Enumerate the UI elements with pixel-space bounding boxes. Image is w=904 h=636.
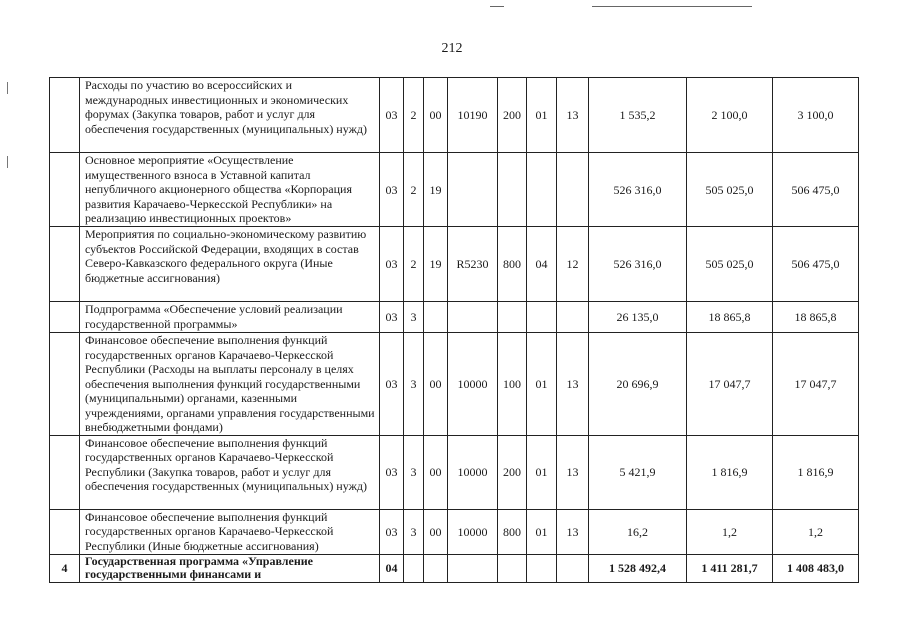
row-number	[50, 302, 80, 333]
amount-year-1: 1 535,2	[589, 78, 687, 153]
code-subsection: 13	[557, 333, 589, 436]
code-ministry: 03	[380, 509, 404, 554]
code-expense-type: 800	[498, 509, 527, 554]
amount-year-1: 26 135,0	[589, 302, 687, 333]
code-subsection	[557, 302, 589, 333]
code-ministry: 03	[380, 227, 404, 302]
code-section: 01	[527, 333, 557, 436]
code-subsection: 13	[557, 509, 589, 554]
row-number: 4	[50, 554, 80, 582]
table-row	[50, 435, 859, 509]
expense-name: Финансовое обеспечение выполнения функций государственных органов Карачаево-Черкесской Республики (Закупка товаров, работ и услуг для обеспечения государственных (муниципальных) нужд)	[80, 435, 380, 509]
amount-year-3: 1 408 483,0	[773, 554, 859, 582]
code-ministry: 03	[380, 78, 404, 153]
code-section	[527, 302, 557, 333]
code-event: 19	[424, 227, 448, 302]
amount-year-2: 1 816,9	[687, 435, 773, 509]
amount-year-3: 17 047,7	[773, 333, 859, 436]
code-ministry: 04	[380, 554, 404, 582]
code-event: 00	[424, 333, 448, 436]
table-row	[50, 153, 859, 227]
code-event: 00	[424, 78, 448, 153]
budget-table	[49, 77, 859, 583]
code-subprogram: 3	[404, 333, 424, 436]
code-section	[527, 554, 557, 582]
amount-year-2: 505 025,0	[687, 227, 773, 302]
code-expense-type: 100	[498, 333, 527, 436]
amount-year-3: 3 100,0	[773, 78, 859, 153]
code-direction: 10190	[448, 78, 498, 153]
amount-year-1: 526 316,0	[589, 227, 687, 302]
code-direction	[448, 302, 498, 333]
amount-year-3: 1 816,9	[773, 435, 859, 509]
page-number: 212	[441, 41, 463, 56]
code-subprogram	[404, 554, 424, 582]
code-subprogram: 2	[404, 78, 424, 153]
row-number	[50, 509, 80, 554]
code-event: 00	[424, 435, 448, 509]
code-direction: 10000	[448, 435, 498, 509]
expense-name: Подпрограмма «Обеспечение условий реализации государственной программы»	[80, 302, 380, 333]
row-number	[50, 435, 80, 509]
amount-year-2: 2 100,0	[687, 78, 773, 153]
amount-year-2: 505 025,0	[687, 153, 773, 227]
expense-name: Государственная программа «Управление государственными финансами и	[80, 554, 380, 582]
expense-name: Основное мероприятие «Осуществление имущественного взноса в Уставной капитал непубличного акционерного общества «Корпорация развития Карачаево-Черкесской Республики» на реализацию инвестиционных проектов»	[80, 153, 380, 227]
top-rule-left	[490, 6, 504, 7]
code-expense-type: 200	[498, 435, 527, 509]
expense-name: Мероприятия по социально-экономическому развитию субъектов Российской Федерации, входящих в состав Северо-Кавказского федерального округа (Иные бюджетные ассигнования)	[80, 227, 380, 302]
code-expense-type	[498, 153, 527, 227]
code-subsection: 13	[557, 78, 589, 153]
row-number	[50, 227, 80, 302]
row-number	[50, 153, 80, 227]
amount-year-3: 506 475,0	[773, 153, 859, 227]
amount-year-1: 16,2	[589, 509, 687, 554]
code-direction: 10000	[448, 333, 498, 436]
code-subsection: 13	[557, 435, 589, 509]
code-direction: R5230	[448, 227, 498, 302]
code-subprogram: 3	[404, 435, 424, 509]
code-event: 00	[424, 509, 448, 554]
amount-year-3: 1,2	[773, 509, 859, 554]
table-row	[50, 333, 859, 436]
margin-mark	[7, 156, 8, 168]
code-section: 04	[527, 227, 557, 302]
row-number	[50, 78, 80, 153]
table-row-program	[50, 554, 859, 582]
table-row	[50, 302, 859, 333]
amount-year-1: 526 316,0	[589, 153, 687, 227]
amount-year-3: 506 475,0	[773, 227, 859, 302]
amount-year-2: 17 047,7	[687, 333, 773, 436]
expense-name: Финансовое обеспечение выполнения функций государственных органов Карачаево-Черкесской Республики (Иные бюджетные ассигнования)	[80, 509, 380, 554]
expense-name: Расходы по участию во всероссийских и международных инвестиционных и экономических форумах (Закупка товаров, работ и услуг для обеспечения государственных (муниципальных) нужд)	[80, 78, 380, 153]
code-expense-type: 800	[498, 227, 527, 302]
amount-year-2: 1 411 281,7	[687, 554, 773, 582]
expense-name: Финансовое обеспечение выполнения функций государственных органов Карачаево-Черкесской Республики (Расходы на выплаты персоналу в целях обеспечения выполнения функций государственными (муниципальными) органами, казенными учреждениями, органами управления государственными внебюджетными фондами)	[80, 333, 380, 436]
code-event	[424, 302, 448, 333]
top-rule-right	[592, 6, 752, 7]
code-direction	[448, 554, 498, 582]
table-row	[50, 509, 859, 554]
code-subprogram: 2	[404, 153, 424, 227]
code-ministry: 03	[380, 333, 404, 436]
code-subprogram: 3	[404, 302, 424, 333]
code-ministry: 03	[380, 435, 404, 509]
code-expense-type	[498, 554, 527, 582]
amount-year-1: 20 696,9	[589, 333, 687, 436]
code-subsection	[557, 153, 589, 227]
code-direction: 10000	[448, 509, 498, 554]
code-ministry: 03	[380, 302, 404, 333]
code-subprogram: 3	[404, 509, 424, 554]
amount-year-1: 5 421,9	[589, 435, 687, 509]
table-row	[50, 227, 859, 302]
code-event: 19	[424, 153, 448, 227]
table-row	[50, 78, 859, 153]
code-subprogram: 2	[404, 227, 424, 302]
code-section: 01	[527, 78, 557, 153]
code-direction	[448, 153, 498, 227]
amount-year-3: 18 865,8	[773, 302, 859, 333]
code-subsection	[557, 554, 589, 582]
code-section	[527, 153, 557, 227]
code-subsection: 12	[557, 227, 589, 302]
code-ministry: 03	[380, 153, 404, 227]
amount-year-2: 1,2	[687, 509, 773, 554]
amount-year-1: 1 528 492,4	[589, 554, 687, 582]
row-number	[50, 333, 80, 436]
code-section: 01	[527, 435, 557, 509]
code-expense-type	[498, 302, 527, 333]
code-event	[424, 554, 448, 582]
code-section: 01	[527, 509, 557, 554]
margin-mark	[7, 82, 8, 94]
code-expense-type: 200	[498, 78, 527, 153]
amount-year-2: 18 865,8	[687, 302, 773, 333]
